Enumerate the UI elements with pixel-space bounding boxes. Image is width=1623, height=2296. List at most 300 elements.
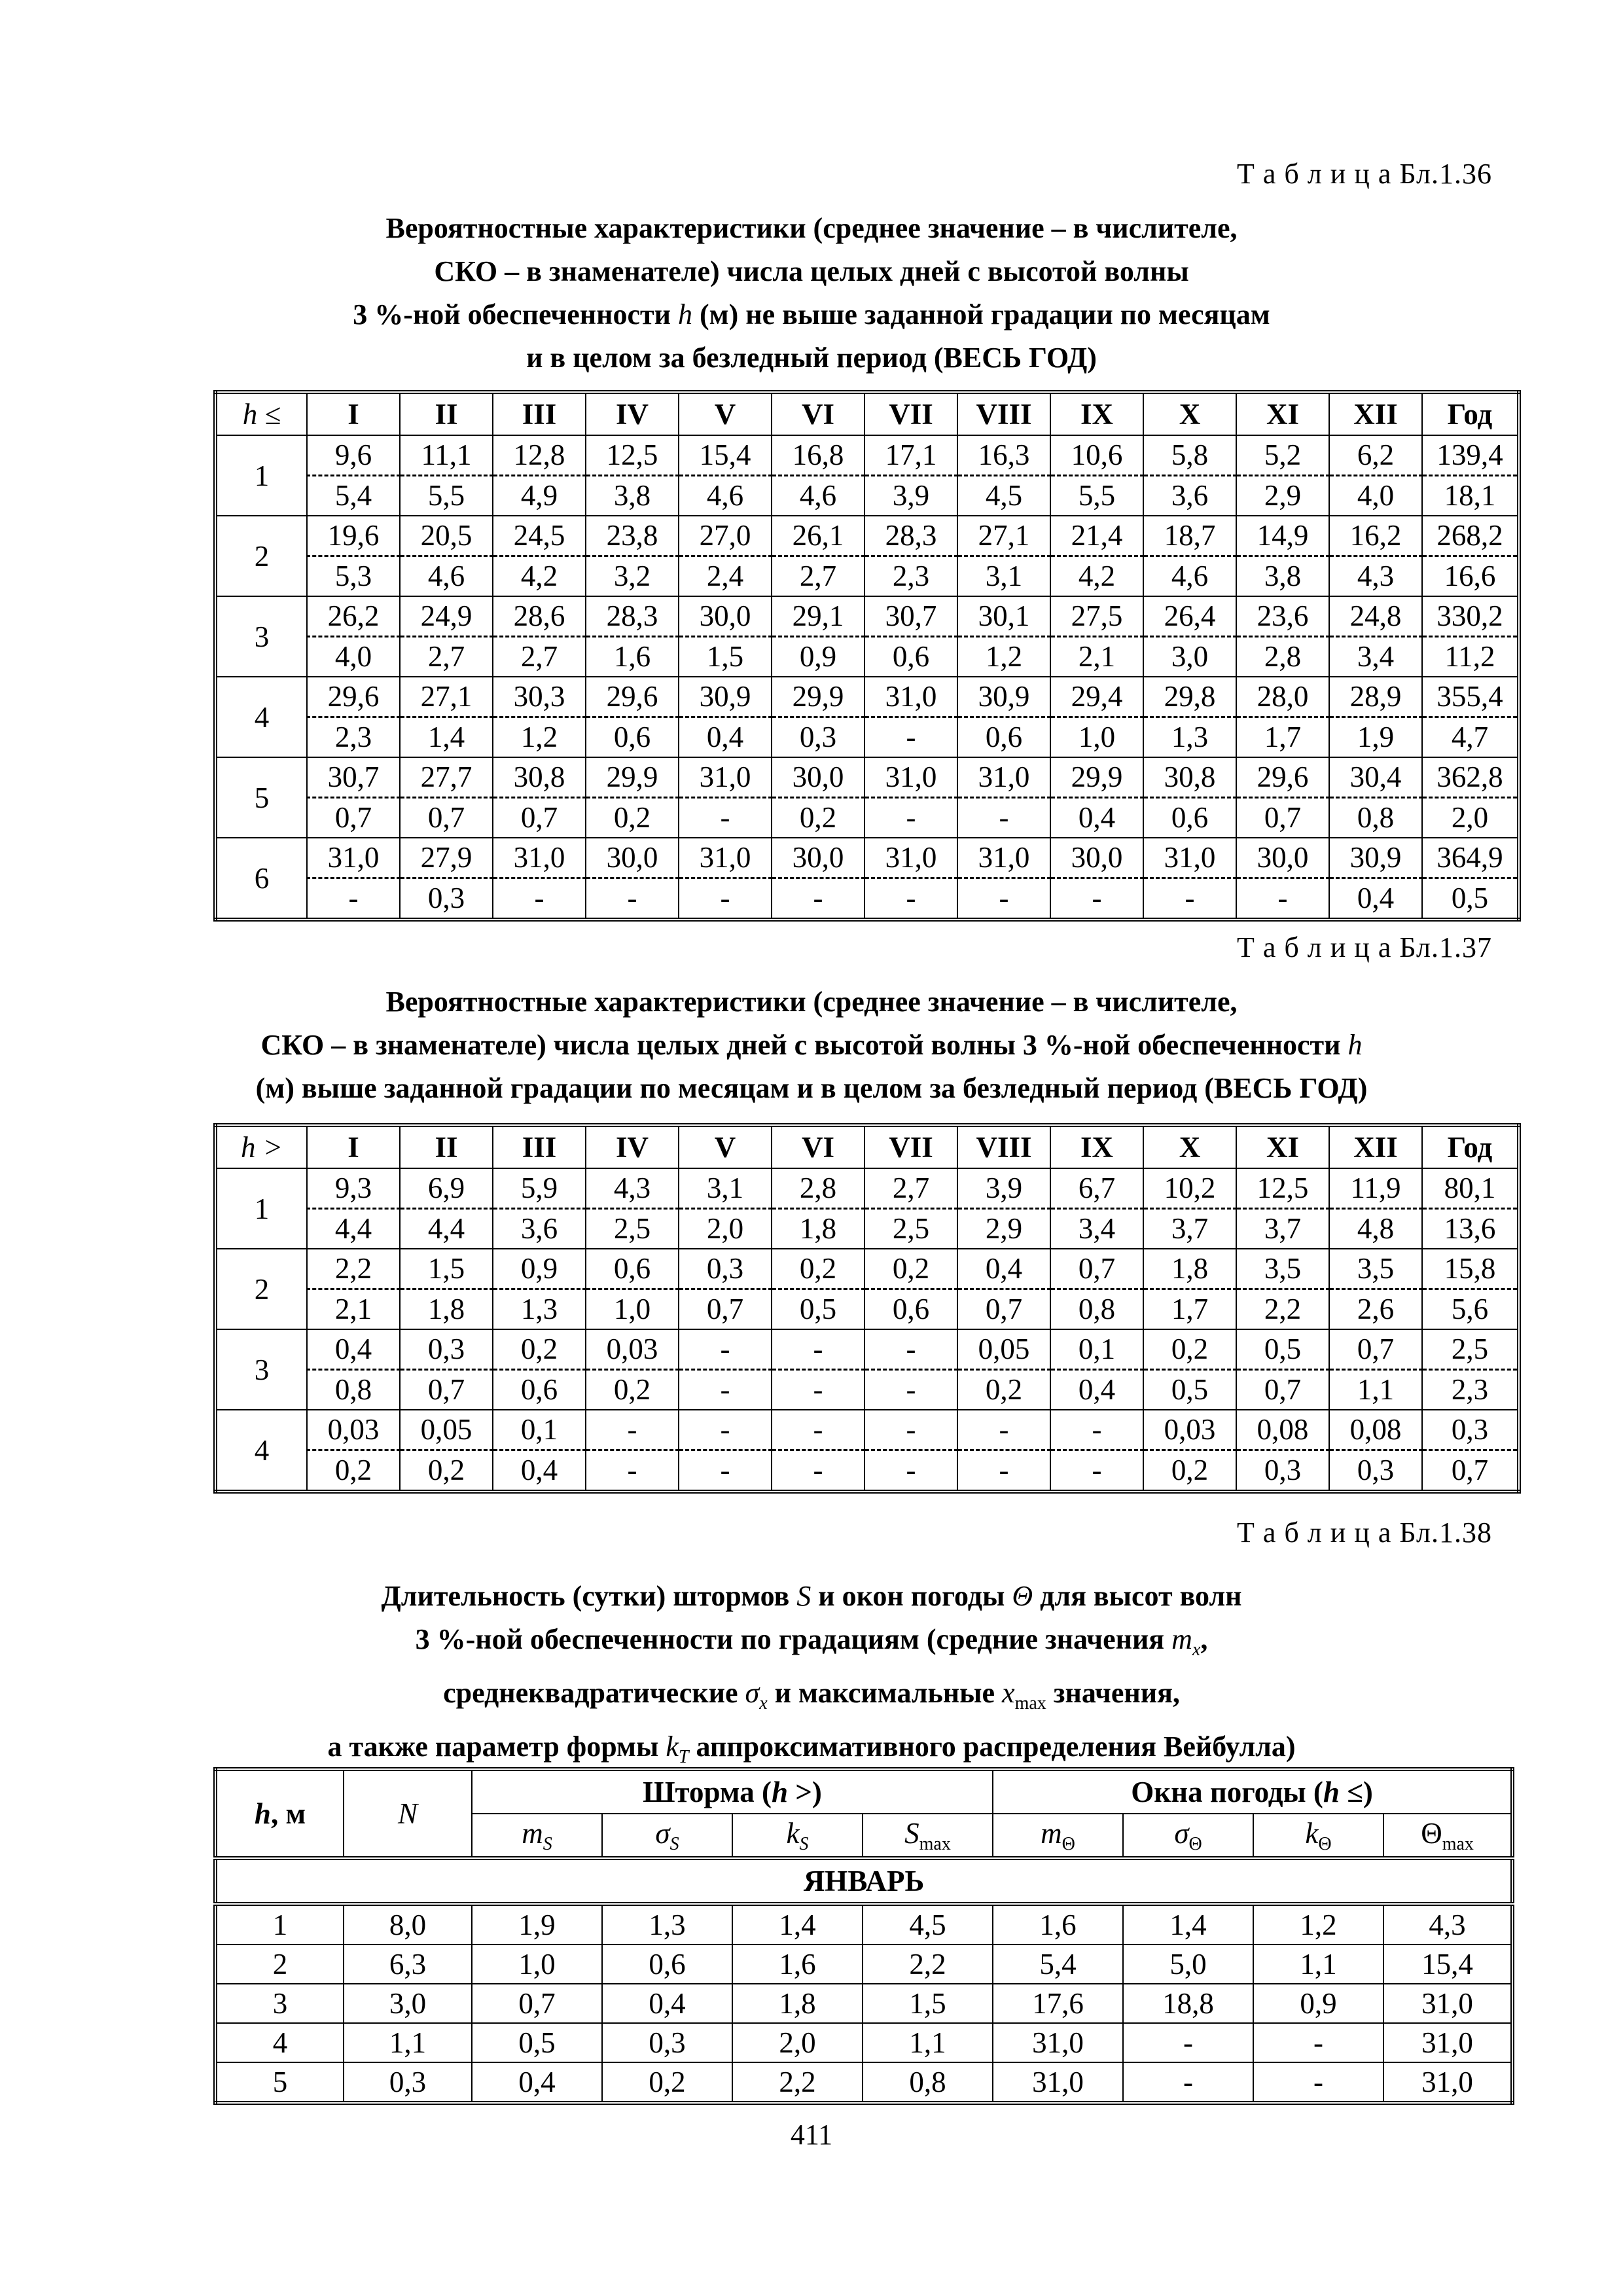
sd-cell: 2,9 <box>1236 476 1329 516</box>
header-stat <box>1383 1814 1512 1858</box>
value-cell: 6,3 <box>344 1945 472 1984</box>
mean-cell: 30,9 <box>1329 838 1422 878</box>
value-cell: 2,2 <box>732 2062 863 2103</box>
sd-cell: 1,0 <box>586 1289 679 1330</box>
gradation-cell: 4 <box>215 677 307 757</box>
value-cell: 31,0 <box>1383 2023 1512 2062</box>
sd-cell: 0,7 <box>1236 1370 1329 1410</box>
title-symbol: Θ <box>1012 1580 1033 1612</box>
mean-cell: 9,6 <box>307 435 400 476</box>
value-cell: 1,6 <box>993 1904 1123 1945</box>
mean-cell: 26,2 <box>307 596 400 637</box>
mean-cell: 31,0 <box>679 757 772 798</box>
mean-cell: 29,9 <box>1050 757 1143 798</box>
header-month: VIII <box>957 1125 1050 1168</box>
header-month: VIII <box>957 392 1050 435</box>
table-row <box>215 1370 1519 1410</box>
sd-cell: 2,6 <box>1329 1289 1422 1330</box>
sd-cell: 4,6 <box>679 476 772 516</box>
mean-cell: 2,5 <box>1422 1329 1519 1370</box>
table1-title-line: Вероятностные характеристики (среднее значение – в числителе, <box>385 212 1238 244</box>
header-month: VI <box>772 1125 865 1168</box>
value-cell: 17,6 <box>993 1984 1123 2023</box>
header-month: IV <box>586 392 679 435</box>
mean-cell: 3,5 <box>1329 1249 1422 1289</box>
table-row <box>215 1410 1519 1450</box>
stat-subscript: max <box>1442 1833 1474 1854</box>
sd-cell: 1,3 <box>1143 717 1236 758</box>
sd-cell: - <box>957 798 1050 838</box>
sd-cell: 0,4 <box>1329 878 1422 920</box>
sd-cell: 4,9 <box>493 476 586 516</box>
mean-cell: 29,1 <box>772 596 865 637</box>
mean-cell: 29,6 <box>586 677 679 717</box>
table-row <box>215 1249 1519 1289</box>
gradation-cell: 3 <box>215 1984 344 2023</box>
header-month: XI <box>1236 392 1329 435</box>
title-subscript: T <box>678 1746 689 1767</box>
header-month: VII <box>865 392 957 435</box>
sd-cell: 2,4 <box>679 556 772 597</box>
mean-cell: 30,9 <box>679 677 772 717</box>
mean-cell: 0,6 <box>586 1249 679 1289</box>
mean-cell: 0,2 <box>865 1249 957 1289</box>
value-cell: 1,0 <box>472 1945 602 1984</box>
sd-cell: 0,2 <box>307 1450 400 1492</box>
mean-cell: 31,0 <box>1143 838 1236 878</box>
value-cell: 31,0 <box>993 2023 1123 2062</box>
sd-cell: 0,7 <box>307 798 400 838</box>
value-cell: 0,4 <box>602 1984 732 2023</box>
mean-cell: 0,2 <box>1143 1329 1236 1370</box>
mean-cell: 6,9 <box>400 1168 493 1209</box>
mean-cell: 29,9 <box>772 677 865 717</box>
stat-symbol: k <box>1305 1816 1319 1850</box>
table-row <box>215 1984 1512 2023</box>
value-cell: 1,3 <box>602 1904 732 1945</box>
title-text: , <box>1200 1623 1208 1655</box>
mean-cell: 31,0 <box>957 757 1050 798</box>
table-row <box>215 717 1519 758</box>
gradation-cell: 3 <box>215 1329 307 1410</box>
stat-subscript: S <box>543 1833 552 1854</box>
mean-cell: 364,9 <box>1422 838 1519 878</box>
mean-cell: 28,6 <box>493 596 586 637</box>
mean-cell: 15,4 <box>679 435 772 476</box>
stat-symbol: σ <box>1174 1816 1189 1850</box>
sd-cell: 0,7 <box>400 1370 493 1410</box>
sd-cell: 0,4 <box>1050 1370 1143 1410</box>
stat-subscript: Θ <box>1188 1833 1202 1854</box>
gradation-cell: 4 <box>215 2023 344 2062</box>
mean-cell: 30,0 <box>772 757 865 798</box>
stat-subscript: Θ <box>1061 1833 1075 1854</box>
table-row <box>215 757 1519 798</box>
value-cell: 5,0 <box>1123 1945 1253 1984</box>
table3 <box>213 1767 1514 2105</box>
sd-cell: 0,2 <box>772 798 865 838</box>
sd-cell: 4,4 <box>307 1209 400 1249</box>
header-h <box>215 1769 344 1858</box>
title-text: для высот волн <box>1040 1580 1242 1612</box>
sd-cell: 2,0 <box>1422 798 1519 838</box>
sd-cell: - <box>493 878 586 920</box>
mean-cell: 2,7 <box>865 1168 957 1209</box>
sd-cell: 2,3 <box>1422 1370 1519 1410</box>
sd-cell: 0,2 <box>586 1370 679 1410</box>
mean-cell: 0,7 <box>1329 1329 1422 1370</box>
mean-cell: 30,0 <box>1236 838 1329 878</box>
table-row <box>215 1168 1519 1209</box>
sd-cell: 1,8 <box>400 1289 493 1330</box>
mean-cell: 28,3 <box>586 596 679 637</box>
sd-cell: 1,6 <box>586 637 679 677</box>
mean-cell: 0,3 <box>400 1329 493 1370</box>
table2-title <box>196 980 1427 1110</box>
table1-title <box>196 207 1427 380</box>
stat-subscript: S <box>669 1833 679 1854</box>
sd-cell: 1,0 <box>1050 717 1143 758</box>
sd-cell: 0,3 <box>1236 1450 1329 1492</box>
mean-cell: 27,7 <box>400 757 493 798</box>
mean-cell: 80,1 <box>1422 1168 1519 1209</box>
mean-cell: 30,4 <box>1329 757 1422 798</box>
header-stat <box>472 1814 602 1858</box>
stat-symbol: m <box>522 1816 543 1850</box>
mean-cell: 0,2 <box>493 1329 586 1370</box>
sd-cell: - <box>1143 878 1236 920</box>
sd-cell: 2,3 <box>307 717 400 758</box>
table2 <box>213 1123 1521 1494</box>
header-stat <box>1253 1814 1383 1858</box>
sd-cell: 3,7 <box>1143 1209 1236 1249</box>
sd-cell: 5,5 <box>1050 476 1143 516</box>
mean-cell: 27,1 <box>400 677 493 717</box>
value-cell: - <box>1253 2023 1383 2062</box>
table-row <box>215 838 1519 878</box>
sd-cell: - <box>865 1450 957 1492</box>
sd-cell: - <box>1050 878 1143 920</box>
mean-cell: 31,0 <box>679 838 772 878</box>
sd-cell: 0,3 <box>400 878 493 920</box>
header-stat <box>732 1814 863 1858</box>
mean-cell: 3,5 <box>1236 1249 1329 1289</box>
sd-cell: 2,7 <box>772 556 865 597</box>
mean-cell: 27,9 <box>400 838 493 878</box>
table2-caption: Т а б л и ц а Бл.1.37 <box>1236 931 1492 963</box>
sd-cell: 5,6 <box>1422 1289 1519 1330</box>
sd-cell: 0,8 <box>307 1370 400 1410</box>
table1-title-line: 3 %-ной обеспеченности h (м) не выше заданной градации по месяцам <box>353 298 1270 331</box>
sd-cell: 0,9 <box>772 637 865 677</box>
title-text: среднеквадратические <box>443 1676 738 1709</box>
mean-cell: 16,2 <box>1329 516 1422 556</box>
sd-cell: 0,7 <box>400 798 493 838</box>
sd-cell: 4,3 <box>1329 556 1422 597</box>
header-month: X <box>1143 1125 1236 1168</box>
sd-cell: 0,2 <box>400 1450 493 1492</box>
sd-cell: 16,6 <box>1422 556 1519 597</box>
mean-cell: 6,7 <box>1050 1168 1143 1209</box>
title-subscript: max <box>1014 1693 1046 1713</box>
sd-cell: 0,2 <box>957 1370 1050 1410</box>
sd-cell: 3,2 <box>586 556 679 597</box>
value-cell: 1,8 <box>732 1984 863 2023</box>
header-storms: Шторма (h >) <box>472 1769 993 1814</box>
stat-subscript: Θ <box>1318 1833 1332 1854</box>
table2-title-line: Вероятностные характеристики (среднее значение – в числителе, <box>385 986 1238 1018</box>
value-cell: 0,3 <box>602 2023 732 2062</box>
gradation-cell: 5 <box>215 757 307 838</box>
sd-cell: 3,7 <box>1236 1209 1329 1249</box>
sd-cell: 0,5 <box>1422 878 1519 920</box>
sd-cell: 2,0 <box>679 1209 772 1249</box>
table-row <box>215 637 1519 677</box>
sd-cell: 2,1 <box>307 1289 400 1330</box>
mean-cell: 30,9 <box>957 677 1050 717</box>
mean-cell: 0,1 <box>1050 1329 1143 1370</box>
mean-cell: 31,0 <box>307 838 400 878</box>
mean-cell: 10,6 <box>1050 435 1143 476</box>
mean-cell: 9,3 <box>307 1168 400 1209</box>
mean-cell: 30,7 <box>865 596 957 637</box>
mean-cell: - <box>865 1410 957 1450</box>
table-row <box>215 1945 1512 1984</box>
mean-cell: 0,08 <box>1329 1410 1422 1450</box>
sd-cell: 4,5 <box>957 476 1050 516</box>
value-cell: 1,4 <box>732 1904 863 1945</box>
sd-cell: 13,6 <box>1422 1209 1519 1249</box>
value-cell: - <box>1253 2062 1383 2103</box>
sd-cell: 0,6 <box>493 1370 586 1410</box>
mean-cell: 27,5 <box>1050 596 1143 637</box>
value-cell: 31,0 <box>1383 1984 1512 2023</box>
mean-cell: 355,4 <box>1422 677 1519 717</box>
sd-cell: 1,5 <box>679 637 772 677</box>
table-row <box>215 516 1519 556</box>
mean-cell: 5,9 <box>493 1168 586 1209</box>
sd-cell: 0,4 <box>1050 798 1143 838</box>
sd-cell: 1,8 <box>772 1209 865 1249</box>
sd-cell: 4,8 <box>1329 1209 1422 1249</box>
table1 <box>213 390 1521 922</box>
mean-cell: 28,0 <box>1236 677 1329 717</box>
page-number: 411 <box>790 2119 833 2151</box>
sd-cell: 0,2 <box>1143 1450 1236 1492</box>
sd-cell: 0,6 <box>586 717 679 758</box>
mean-cell: 31,0 <box>865 757 957 798</box>
sd-cell: 3,4 <box>1329 637 1422 677</box>
header-month: VI <box>772 392 865 435</box>
sd-cell: 0,3 <box>1329 1450 1422 1492</box>
header-stat <box>1123 1814 1253 1858</box>
mean-cell: 16,8 <box>772 435 865 476</box>
header-windows: Окна погоды (h ≤) <box>993 1769 1512 1814</box>
title-subscript: x <box>759 1693 768 1713</box>
mean-cell: 1,5 <box>400 1249 493 1289</box>
sd-cell: - <box>586 1450 679 1492</box>
sd-cell: 0,4 <box>679 717 772 758</box>
sd-cell: 0,8 <box>1050 1289 1143 1330</box>
value-cell: 8,0 <box>344 1904 472 1945</box>
value-cell: - <box>1123 2023 1253 2062</box>
title-text: значения, <box>1053 1676 1180 1709</box>
gradation-cell: 1 <box>215 1904 344 1945</box>
sd-cell: 5,3 <box>307 556 400 597</box>
sd-cell: 1,2 <box>493 717 586 758</box>
mean-cell: - <box>679 1410 772 1450</box>
sd-cell: 2,1 <box>1050 637 1143 677</box>
mean-cell: 139,4 <box>1422 435 1519 476</box>
mean-cell: 3,1 <box>679 1168 772 1209</box>
value-cell: 0,2 <box>602 2062 732 2103</box>
sd-cell: - <box>1050 1450 1143 1492</box>
title-text: 3 %-ной обеспеченности по градациям (средние значения <box>415 1623 1165 1655</box>
mean-cell: 30,0 <box>772 838 865 878</box>
sd-cell: 1,9 <box>1329 717 1422 758</box>
table3-title-line <box>196 1672 1427 1725</box>
stat-symbol: σ <box>655 1816 670 1850</box>
sd-cell: 18,1 <box>1422 476 1519 516</box>
header-n: N <box>344 1769 472 1858</box>
value-cell: 5,4 <box>993 1945 1123 1984</box>
mean-cell: 23,6 <box>1236 596 1329 637</box>
table-row <box>215 2062 1512 2103</box>
header-month: III <box>493 1125 586 1168</box>
mean-cell: 31,0 <box>865 838 957 878</box>
table-row <box>215 1209 1519 1249</box>
sd-cell: 11,2 <box>1422 637 1519 677</box>
gradation-cell: 3 <box>215 596 307 677</box>
mean-cell: 5,8 <box>1143 435 1236 476</box>
table1-caption: Т а б л и ц а Бл.1.36 <box>1236 158 1492 190</box>
sd-cell: - <box>586 878 679 920</box>
mean-cell: 21,4 <box>1050 516 1143 556</box>
mean-cell: 30,0 <box>679 596 772 637</box>
value-cell: 2,0 <box>732 2023 863 2062</box>
h-unit: , м <box>270 1797 306 1830</box>
mean-cell: 268,2 <box>1422 516 1519 556</box>
sd-cell: 1,7 <box>1143 1289 1236 1330</box>
mean-cell: 14,9 <box>1236 516 1329 556</box>
sd-cell: - <box>307 878 400 920</box>
title-text: Длительность (сутки) штормов <box>381 1580 790 1612</box>
value-cell: 1,2 <box>1253 1904 1383 1945</box>
month-row: ЯНВАРЬ <box>215 1858 1512 1904</box>
mean-cell: - <box>772 1410 865 1450</box>
mean-cell: - <box>679 1329 772 1370</box>
mean-cell: 29,9 <box>586 757 679 798</box>
mean-cell: 29,8 <box>1143 677 1236 717</box>
sd-cell: - <box>957 878 1050 920</box>
title-symbol: k <box>666 1730 679 1763</box>
mean-cell: 0,3 <box>1422 1410 1519 1450</box>
mean-cell: 2,2 <box>307 1249 400 1289</box>
header-month: XII <box>1329 1125 1422 1168</box>
sd-cell: 0,7 <box>1422 1450 1519 1492</box>
sd-cell: 2,5 <box>865 1209 957 1249</box>
mean-cell: 29,6 <box>1236 757 1329 798</box>
stat-symbol: Θ <box>1421 1816 1442 1850</box>
mean-cell: 26,1 <box>772 516 865 556</box>
table3-title <box>196 1575 1427 1778</box>
value-cell: 3,0 <box>344 1984 472 2023</box>
gradation-cell: 1 <box>215 1168 307 1249</box>
title-text: и максимальные <box>774 1676 995 1709</box>
mean-cell: 6,2 <box>1329 435 1422 476</box>
value-cell: 4,3 <box>1383 1904 1512 1945</box>
sd-cell: - <box>865 878 957 920</box>
sd-cell: 4,6 <box>400 556 493 597</box>
mean-cell: 12,8 <box>493 435 586 476</box>
mean-cell: 18,7 <box>1143 516 1236 556</box>
stat-symbol: k <box>786 1816 800 1850</box>
sd-cell: 1,7 <box>1236 717 1329 758</box>
sd-cell: 2,8 <box>1236 637 1329 677</box>
value-cell: 4,5 <box>863 1904 993 1945</box>
header-month: VII <box>865 1125 957 1168</box>
mean-cell: 0,03 <box>586 1329 679 1370</box>
sd-cell: 5,5 <box>400 476 493 516</box>
title-symbol: m <box>1171 1623 1192 1655</box>
mean-cell: 24,8 <box>1329 596 1422 637</box>
sd-cell: 1,3 <box>493 1289 586 1330</box>
table-row <box>215 1450 1519 1492</box>
stat-symbol: m <box>1041 1816 1062 1850</box>
sd-cell: 0,3 <box>772 717 865 758</box>
value-cell: 0,5 <box>472 2023 602 2062</box>
table2-title-line: СКО – в знаменателе) числа целых дней с высотой волны 3 %-ной обеспеченности h <box>260 1029 1363 1061</box>
value-cell: 18,8 <box>1123 1984 1253 2023</box>
mean-cell: 12,5 <box>1236 1168 1329 1209</box>
mean-cell: 0,3 <box>679 1249 772 1289</box>
stat-subscript: S <box>799 1833 809 1854</box>
table-row <box>215 677 1519 717</box>
mean-cell: 29,4 <box>1050 677 1143 717</box>
sd-cell: 0,6 <box>865 637 957 677</box>
header-month: X <box>1143 392 1236 435</box>
mean-cell: 27,0 <box>679 516 772 556</box>
value-cell: 1,5 <box>863 1984 993 2023</box>
header-month: I <box>307 1125 400 1168</box>
mean-cell: 30,8 <box>1143 757 1236 798</box>
title-text: и окон погоды <box>818 1580 1005 1612</box>
value-cell: 1,9 <box>472 1904 602 1945</box>
mean-cell: 31,0 <box>493 838 586 878</box>
header-month: IX <box>1050 392 1143 435</box>
sd-cell: 1,2 <box>957 637 1050 677</box>
gradation-cell: 6 <box>215 838 307 920</box>
sd-cell: 4,0 <box>1329 476 1422 516</box>
table3-title-line <box>196 1618 1427 1672</box>
mean-cell: 16,3 <box>957 435 1050 476</box>
sd-cell: 0,5 <box>772 1289 865 1330</box>
sd-cell: 2,2 <box>1236 1289 1329 1330</box>
table3-title-line <box>196 1575 1427 1618</box>
table1-title-line: и в целом за безледный период (ВЕСЬ ГОД) <box>526 342 1097 374</box>
mean-cell: - <box>957 1410 1050 1450</box>
header-stat <box>863 1814 993 1858</box>
mean-cell: 0,4 <box>957 1249 1050 1289</box>
value-cell: 1,6 <box>732 1945 863 1984</box>
gradation-cell: 1 <box>215 435 307 516</box>
sd-cell: 2,7 <box>493 637 586 677</box>
mean-cell: 10,2 <box>1143 1168 1236 1209</box>
sd-cell: 4,2 <box>1050 556 1143 597</box>
title-symbol: σ <box>745 1676 760 1709</box>
table-row <box>215 596 1519 637</box>
value-cell: 0,6 <box>602 1945 732 1984</box>
